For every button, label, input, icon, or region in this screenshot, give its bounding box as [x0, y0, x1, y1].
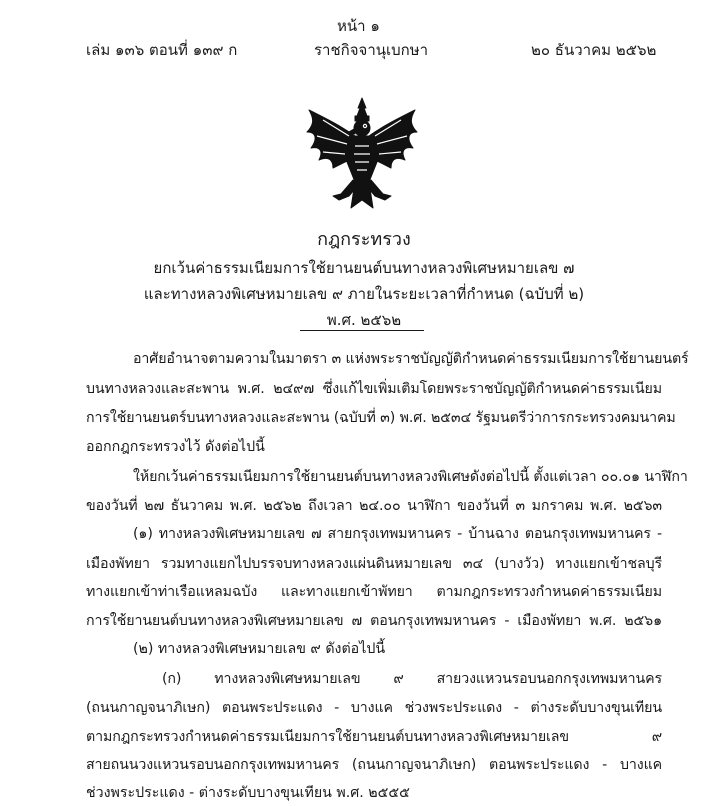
volume-issue: เล่ม ๑๓๖ ตอนที่ ๑๓๙ ก: [86, 41, 238, 59]
body-line: ออกกฎกระทรวงไว้ ดังต่อไปนี้: [86, 439, 265, 455]
body-line: ช่วงพระประแดง - ต่างระดับบางขุนเทียน พ.ศ. ๒๕๕๕: [86, 785, 410, 801]
body-line: (ถนนกาญจนาภิเษก) ตอนพระประแดง - บางแค ช่วงพระประแดง - ต่างระดับบางขุนเทียน: [86, 700, 662, 716]
body-line: (๒) ทางหลวงพิเศษหมายเลข ๙ ดังต่อไปนี้: [133, 641, 386, 657]
body-line: เมืองพัทยา รวมทางแยกไปบรรจบทางหลวงแผ่นดินหมายเลข ๓๔ (บางวัว) ทางแยกเข้าชลบุรี: [86, 556, 662, 572]
body-line: การใช้ยานยนต์บนทางหลวงพิเศษหมายเลข ๗ ตอนกรุงเทพมหานคร - เมืองพัทยา พ.ศ. ๒๕๖๑: [86, 613, 662, 629]
body-line: สายถนนวงแหวนรอบนอกกรุงเทพมหานคร (ถนนกาญจนาภิเษก) ตอนพระประแดง - บางแค: [86, 757, 662, 773]
subtitle-line-2: และทางหลวงพิเศษหมายเลข ๙ ภายในระยะเวลาที่กำหนด (ฉบับที่ ๒): [143, 285, 585, 303]
body-line: ทางแยกเข้าท่าเรือแหลมฉบัง และทางแยกเข้าพัทยา ตามกฎกระทรวงกำหนดค่าธรรมเนียม: [86, 584, 662, 600]
subtitle-line-1: ยกเว้นค่าธรรมเนียมการใช้ยานยนต์บนทางหลวงพิเศษหมายเลข ๗: [153, 259, 575, 277]
garuda-emblem-icon: [303, 96, 421, 212]
body-line: (ก) ทางหลวงพิเศษหมายเลข ๙ สายวงแหวนรอบนอกกรุงเทพมหานคร: [162, 671, 662, 687]
document-title: กฎกระทรวง: [317, 229, 411, 250]
body-line: ให้ยกเว้นค่าธรรมเนียมการใช้ยานยนต์บนทางหลวงพิเศษดังต่อไปนี้ ตั้งแต่เวลา ๐๐.๐๑ นาฬิกา: [133, 469, 688, 485]
publish-date: ๒๐ ธันวาคม ๒๕๖๒: [531, 41, 657, 59]
body-line: การใช้ยานยนตร์บนทางหลวงและสะพาน (ฉบับที่ ๓) พ.ศ. ๒๕๓๔ รัฐมนตรีว่าการกระทรวงคมนาคม: [86, 410, 676, 426]
body-line: บนทางหลวงและสะพาน พ.ศ. ๒๔๙๗ ซึ่งแก้ไขเพิ่มเติมโดยพระราชบัญญัติกำหนดค่าธรรมเนียม: [86, 381, 662, 397]
body-line: ของวันที่ ๒๗ ธันวาคม พ.ศ. ๒๕๖๒ ถึงเวลา ๒๔.๐๐ นาฬิกา ของวันที่ ๓ มกราคม พ.ศ. ๒๕๖๓: [86, 498, 662, 514]
body-line: ตามกฎกระทรวงกำหนดค่าธรรมเนียมการใช้ยานยนต์บนทางหลวงพิเศษหมายเลข ๙: [86, 729, 662, 745]
document-year: พ.ศ. ๒๕๖๒: [326, 311, 402, 329]
body-line: (๑) ทางหลวงพิเศษหมายเลข ๗ สายกรุงเทพมหานคร - บ้านฉาง ตอนกรุงเทพมหานคร -: [133, 526, 662, 542]
page-number: หน้า ๑: [337, 17, 380, 35]
title-divider: [300, 330, 424, 331]
body-line: อาศัยอำนาจตามความในมาตรา ๓ แห่งพระราชบัญญัติกำหนดค่าธรรมเนียมการใช้ยานยนตร์: [133, 351, 689, 367]
gazette-name: ราชกิจจานุเบกษา: [314, 41, 429, 59]
